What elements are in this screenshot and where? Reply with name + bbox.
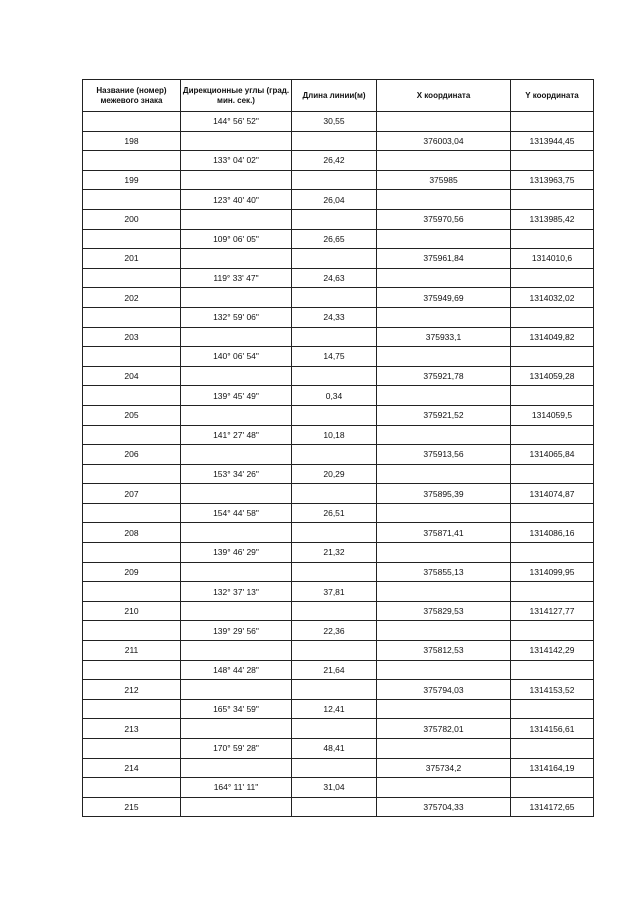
cell-y-coordinate: 1314065,84: [511, 445, 594, 465]
cell-directional-angle: 148° 44' 28": [181, 660, 292, 680]
table-body: [83, 112, 594, 817]
cell-marker-name: 208: [83, 523, 181, 543]
cell-x-coordinate: 375704,33: [377, 797, 511, 817]
cell-y-coordinate: 1314164,19: [511, 758, 594, 778]
cell-line-length: [292, 680, 377, 700]
cell-y-coordinate: 1314059,5: [511, 405, 594, 425]
cell-directional-angle: [181, 366, 292, 386]
cell-line-length: 26,65: [292, 229, 377, 249]
cell-y-coordinate: [511, 543, 594, 563]
cell-y-coordinate: 1314153,52: [511, 680, 594, 700]
cell-directional-angle: [181, 209, 292, 229]
cell-line-length: [292, 562, 377, 582]
cell-x-coordinate: 376003,04: [377, 131, 511, 151]
cell-y-coordinate: 1314049,82: [511, 327, 594, 347]
cell-y-coordinate: [511, 268, 594, 288]
cell-y-coordinate: [511, 347, 594, 367]
cell-directional-angle: [181, 680, 292, 700]
cell-line-length: 21,32: [292, 543, 377, 563]
cell-y-coordinate: [511, 621, 594, 641]
cell-y-coordinate: [511, 112, 594, 132]
cell-marker-name: 213: [83, 719, 181, 739]
cell-y-coordinate: 1314099,95: [511, 562, 594, 582]
cell-line-length: 30,55: [292, 112, 377, 132]
cell-line-length: 26,04: [292, 190, 377, 210]
cell-marker-name: [83, 229, 181, 249]
table-row: [83, 347, 594, 367]
table-row: [83, 327, 594, 347]
table-row: [83, 797, 594, 817]
cell-x-coordinate: 375961,84: [377, 249, 511, 269]
cell-directional-angle: 132° 37' 13": [181, 582, 292, 602]
cell-y-coordinate: 1314142,29: [511, 641, 594, 661]
cell-marker-name: 203: [83, 327, 181, 347]
table-row: [83, 621, 594, 641]
table-row: [83, 366, 594, 386]
cell-marker-name: 200: [83, 209, 181, 229]
cell-marker-name: [83, 699, 181, 719]
cell-directional-angle: [181, 405, 292, 425]
cell-marker-name: [83, 268, 181, 288]
table-row: [83, 464, 594, 484]
cell-y-coordinate: 1314172,65: [511, 797, 594, 817]
cell-line-length: [292, 758, 377, 778]
cell-directional-angle: [181, 797, 292, 817]
table-row: [83, 601, 594, 621]
cell-x-coordinate: [377, 268, 511, 288]
header-y-coordinate: Y координата: [511, 80, 594, 112]
cell-x-coordinate: [377, 739, 511, 759]
cell-x-coordinate: 375794,03: [377, 680, 511, 700]
cell-directional-angle: [181, 131, 292, 151]
cell-line-length: 10,18: [292, 425, 377, 445]
cell-x-coordinate: [377, 621, 511, 641]
cell-directional-angle: 144° 56' 52": [181, 112, 292, 132]
cell-x-coordinate: 375829,53: [377, 601, 511, 621]
cell-line-length: [292, 288, 377, 308]
cell-marker-name: 210: [83, 601, 181, 621]
cell-line-length: [292, 209, 377, 229]
table-row: [83, 778, 594, 798]
cell-marker-name: [83, 503, 181, 523]
cell-x-coordinate: [377, 464, 511, 484]
cell-marker-name: [83, 347, 181, 367]
cell-y-coordinate: 1314127,77: [511, 601, 594, 621]
cell-y-coordinate: 1313985,42: [511, 209, 594, 229]
table-header-row: [83, 80, 594, 112]
table-row: [83, 405, 594, 425]
cell-directional-angle: 139° 29' 56": [181, 621, 292, 641]
cell-marker-name: [83, 425, 181, 445]
cell-directional-angle: 164° 11' 11": [181, 778, 292, 798]
table-row: [83, 484, 594, 504]
cell-y-coordinate: [511, 660, 594, 680]
cell-directional-angle: [181, 170, 292, 190]
table-row: [83, 249, 594, 269]
cell-directional-angle: 123° 40' 40": [181, 190, 292, 210]
boundary-markers-table: [82, 79, 594, 817]
cell-x-coordinate: [377, 347, 511, 367]
cell-marker-name: 215: [83, 797, 181, 817]
cell-marker-name: 209: [83, 562, 181, 582]
table-row: [83, 543, 594, 563]
cell-directional-angle: [181, 641, 292, 661]
cell-y-coordinate: 1314086,16: [511, 523, 594, 543]
cell-y-coordinate: [511, 739, 594, 759]
cell-x-coordinate: [377, 425, 511, 445]
cell-y-coordinate: [511, 503, 594, 523]
cell-x-coordinate: [377, 386, 511, 406]
table-row: [83, 307, 594, 327]
cell-marker-name: [83, 190, 181, 210]
cell-directional-angle: [181, 523, 292, 543]
cell-line-length: [292, 170, 377, 190]
cell-directional-angle: 165° 34' 59": [181, 699, 292, 719]
header-marker-name: Название (номер) межевого знака: [83, 80, 181, 112]
table-row: [83, 268, 594, 288]
cell-y-coordinate: 1314074,87: [511, 484, 594, 504]
header-directional-angles: Дирекционные углы (град. мин. сек.): [181, 80, 292, 112]
cell-directional-angle: 139° 45' 49": [181, 386, 292, 406]
cell-marker-name: [83, 582, 181, 602]
table-row: [83, 758, 594, 778]
cell-line-length: [292, 366, 377, 386]
cell-line-length: [292, 797, 377, 817]
table-row: [83, 425, 594, 445]
table-row: [83, 112, 594, 132]
cell-x-coordinate: 375921,78: [377, 366, 511, 386]
header-line-length: Длина линии(м): [292, 80, 377, 112]
cell-marker-name: 201: [83, 249, 181, 269]
cell-directional-angle: 153° 34' 26": [181, 464, 292, 484]
cell-marker-name: 198: [83, 131, 181, 151]
table-row: [83, 503, 594, 523]
cell-line-length: [292, 601, 377, 621]
cell-marker-name: 199: [83, 170, 181, 190]
table-row: [83, 190, 594, 210]
table-row: [83, 288, 594, 308]
cell-directional-angle: [181, 719, 292, 739]
cell-directional-angle: 119° 33' 47": [181, 268, 292, 288]
cell-y-coordinate: [511, 582, 594, 602]
cell-line-length: [292, 523, 377, 543]
cell-marker-name: [83, 778, 181, 798]
table-row: [83, 739, 594, 759]
cell-directional-angle: [181, 484, 292, 504]
cell-x-coordinate: 375933,1: [377, 327, 511, 347]
cell-x-coordinate: 375895,39: [377, 484, 511, 504]
cell-marker-name: 207: [83, 484, 181, 504]
cell-marker-name: [83, 151, 181, 171]
table-row: [83, 445, 594, 465]
cell-line-length: 0,34: [292, 386, 377, 406]
cell-directional-angle: 109° 06' 05": [181, 229, 292, 249]
cell-x-coordinate: 375985: [377, 170, 511, 190]
table-row: [83, 719, 594, 739]
cell-y-coordinate: [511, 425, 594, 445]
cell-y-coordinate: [511, 190, 594, 210]
cell-directional-angle: 133° 04' 02": [181, 151, 292, 171]
table-row: [83, 699, 594, 719]
cell-line-length: 26,42: [292, 151, 377, 171]
cell-marker-name: [83, 112, 181, 132]
cell-marker-name: [83, 739, 181, 759]
cell-marker-name: 204: [83, 366, 181, 386]
cell-y-coordinate: [511, 699, 594, 719]
cell-line-length: 31,04: [292, 778, 377, 798]
cell-x-coordinate: 375921,52: [377, 405, 511, 425]
cell-x-coordinate: 375913,56: [377, 445, 511, 465]
cell-line-length: [292, 405, 377, 425]
cell-marker-name: [83, 621, 181, 641]
cell-line-length: [292, 249, 377, 269]
cell-x-coordinate: [377, 543, 511, 563]
cell-line-length: 12,41: [292, 699, 377, 719]
cell-y-coordinate: [511, 386, 594, 406]
cell-x-coordinate: 375812,53: [377, 641, 511, 661]
table-row: [83, 641, 594, 661]
cell-line-length: 22,36: [292, 621, 377, 641]
cell-x-coordinate: 375970,56: [377, 209, 511, 229]
cell-marker-name: [83, 543, 181, 563]
cell-directional-angle: [181, 758, 292, 778]
cell-marker-name: [83, 660, 181, 680]
cell-x-coordinate: [377, 307, 511, 327]
cell-line-length: 20,29: [292, 464, 377, 484]
cell-marker-name: 211: [83, 641, 181, 661]
table-row: [83, 680, 594, 700]
cell-directional-angle: [181, 601, 292, 621]
cell-y-coordinate: 1314156,61: [511, 719, 594, 739]
cell-x-coordinate: [377, 190, 511, 210]
table-row: [83, 562, 594, 582]
cell-y-coordinate: [511, 464, 594, 484]
cell-x-coordinate: [377, 503, 511, 523]
table-row: [83, 386, 594, 406]
cell-line-length: 21,64: [292, 660, 377, 680]
cell-x-coordinate: 375855,13: [377, 562, 511, 582]
cell-line-length: [292, 484, 377, 504]
cell-line-length: [292, 327, 377, 347]
cell-y-coordinate: [511, 778, 594, 798]
cell-marker-name: 214: [83, 758, 181, 778]
cell-line-length: 14,75: [292, 347, 377, 367]
cell-marker-name: [83, 386, 181, 406]
cell-y-coordinate: 1313944,45: [511, 131, 594, 151]
cell-marker-name: 212: [83, 680, 181, 700]
cell-directional-angle: 139° 46' 29": [181, 543, 292, 563]
cell-line-length: [292, 445, 377, 465]
cell-line-length: 24,63: [292, 268, 377, 288]
cell-x-coordinate: [377, 229, 511, 249]
table-row: [83, 229, 594, 249]
cell-x-coordinate: [377, 778, 511, 798]
header-x-coordinate: X координата: [377, 80, 511, 112]
cell-line-length: [292, 131, 377, 151]
cell-directional-angle: 141° 27' 48": [181, 425, 292, 445]
cell-x-coordinate: 375782,01: [377, 719, 511, 739]
cell-directional-angle: [181, 327, 292, 347]
cell-x-coordinate: [377, 660, 511, 680]
cell-x-coordinate: 375871,41: [377, 523, 511, 543]
cell-marker-name: [83, 307, 181, 327]
table-row: [83, 582, 594, 602]
cell-x-coordinate: [377, 582, 511, 602]
cell-line-length: 26,51: [292, 503, 377, 523]
cell-y-coordinate: [511, 229, 594, 249]
cell-x-coordinate: 375949,69: [377, 288, 511, 308]
cell-line-length: 48,41: [292, 739, 377, 759]
cell-marker-name: 205: [83, 405, 181, 425]
cell-directional-angle: [181, 288, 292, 308]
cell-y-coordinate: 1313963,75: [511, 170, 594, 190]
cell-directional-angle: [181, 562, 292, 582]
cell-marker-name: 202: [83, 288, 181, 308]
cell-directional-angle: 132° 59' 06": [181, 307, 292, 327]
cell-line-length: [292, 641, 377, 661]
table-row: [83, 660, 594, 680]
cell-directional-angle: 170° 59' 28": [181, 739, 292, 759]
cell-y-coordinate: [511, 307, 594, 327]
cell-directional-angle: 140° 06' 54": [181, 347, 292, 367]
cell-marker-name: [83, 464, 181, 484]
cell-x-coordinate: 375734,2: [377, 758, 511, 778]
cell-line-length: [292, 719, 377, 739]
cell-y-coordinate: [511, 151, 594, 171]
cell-y-coordinate: 1314010,6: [511, 249, 594, 269]
cell-line-length: 24,33: [292, 307, 377, 327]
table-row: [83, 170, 594, 190]
cell-x-coordinate: [377, 151, 511, 171]
cell-y-coordinate: 1314032,02: [511, 288, 594, 308]
table-row: [83, 209, 594, 229]
table-row: [83, 151, 594, 171]
cell-marker-name: 206: [83, 445, 181, 465]
cell-directional-angle: [181, 249, 292, 269]
cell-x-coordinate: [377, 699, 511, 719]
table-row: [83, 523, 594, 543]
cell-line-length: 37,81: [292, 582, 377, 602]
cell-directional-angle: 154° 44' 58": [181, 503, 292, 523]
cell-y-coordinate: 1314059,28: [511, 366, 594, 386]
cell-directional-angle: [181, 445, 292, 465]
cell-x-coordinate: [377, 112, 511, 132]
table-row: [83, 131, 594, 151]
